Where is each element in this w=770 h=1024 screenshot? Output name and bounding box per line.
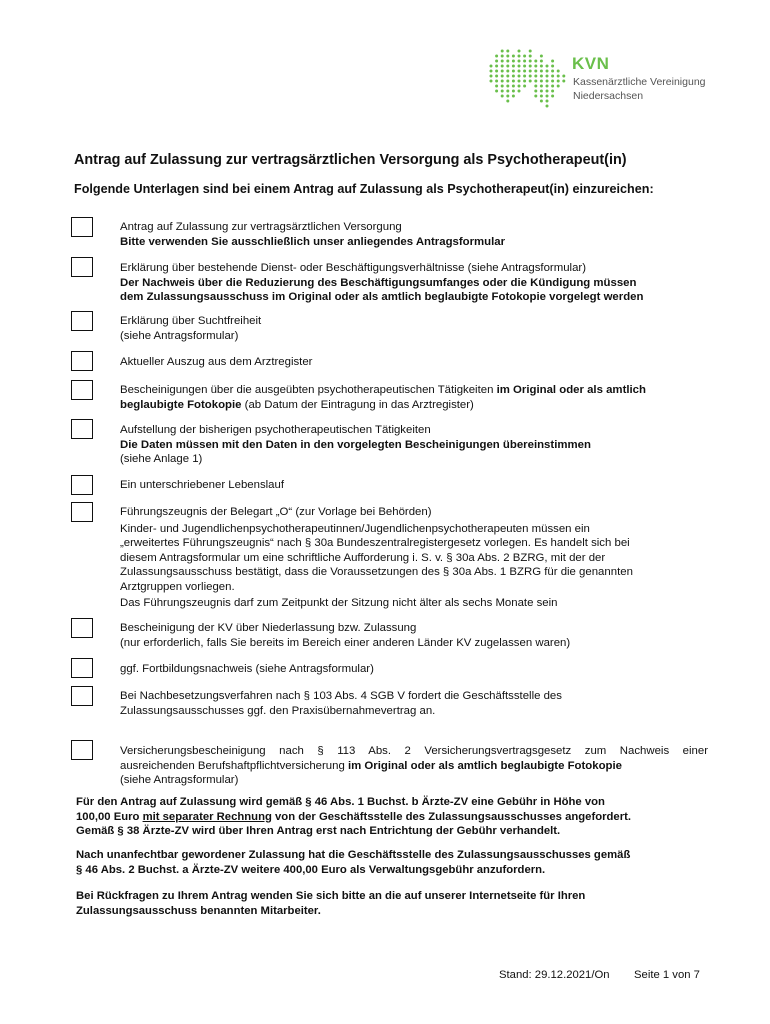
checkbox-fortbildung[interactable]: [71, 658, 93, 678]
item-fortbildung: [120, 662, 708, 677]
checkbox-fuehrungszeugnis[interactable]: [71, 502, 93, 522]
item-antrag-line-1: Antrag auf Zulassung zur vertragsärztlichen Versorgung: [120, 221, 402, 233]
item-antrag: [120, 220, 708, 249]
item-bescheinigungen-bold-1: im Original oder als amtlich: [496, 384, 646, 396]
checkbox-erklaerung-dienst[interactable]: [71, 257, 93, 277]
item-nachbesetzung-line-1: Bei Nachbesetzungsverfahren nach § 103 Abs. 4 SGB V fordert die Geschäftsstelle des: [120, 690, 562, 702]
kvn-logo-mark-icon: [488, 48, 568, 110]
item-bescheinigungen-line-2: [120, 398, 708, 413]
admin-fee-line-2: § 46 Abs. 2 Buchst. a Ärzte-ZV weitere 400,00 Euro als Verwaltungsgebühr anzufordern.: [76, 863, 546, 876]
item-bescheinigungen-line-1: [120, 383, 708, 398]
item-versicherung-line-2: [120, 759, 708, 774]
item-fz-line-7: Das Führungszeugnis darf zum Zeitpunkt der Sitzung nicht älter als sechs Monate sein: [120, 597, 558, 609]
item-fortbildung-line-1: ggf. Fortbildungsnachweis (siehe Antragsformular): [120, 663, 374, 675]
item-versicherung-text-2: ausreichenden Berufshaftpflichtversicherung: [120, 759, 348, 772]
fee-paragraph: [76, 795, 706, 839]
item-bescheinigungen-bold-2: beglaubigte Fotokopie: [120, 398, 242, 411]
logo-org-line-2: Niedersachsen: [573, 90, 644, 102]
footer-stand: Stand: 29.12.2021/On: [499, 969, 610, 981]
checkbox-nachbesetzung[interactable]: [71, 686, 93, 706]
intro-text: Folgende Unterlagen sind bei einem Antrag auf Zulassung als Psychotherapeut(in) einzureichen:: [74, 182, 654, 196]
checkbox-arztregister[interactable]: [71, 351, 93, 371]
fee-line-2-a: 100,00 Euro: [76, 810, 143, 823]
logo-org-line-1: Kassenärztliche Vereinigung: [573, 76, 706, 88]
item-aufstellung-line-3: (siehe Anlage 1): [120, 453, 203, 465]
item-erklaerung-line-2: Der Nachweis über die Reduzierung des Beschäftigungsumfanges oder die Kündigung müssen: [120, 276, 637, 289]
fee-line-2-underline: mit separater Rechnung: [142, 810, 272, 823]
checkbox-antrag[interactable]: [71, 217, 93, 237]
item-arztregister: [120, 355, 708, 370]
item-lebenslauf-line-1: Ein unterschriebener Lebenslauf: [120, 479, 285, 491]
fee-line-3: Gemäß § 38 Ärzte-ZV wird über Ihren Antrag erst nach Entrichtung der Gebühr verhandelt.: [76, 825, 561, 837]
item-kv-line-1: Bescheinigung der KV über Niederlassung bzw. Zulassung: [120, 622, 417, 634]
item-versicherung-line-1: Versicherungsbescheinigung nach § 113 Abs. 2 Versicherungsvertragsgesetz zum Nachweis einer: [120, 745, 708, 757]
item-sucht-line-1: Erklärung über Suchtfreiheit: [120, 315, 262, 327]
checkbox-bescheinigungen[interactable]: [71, 380, 93, 400]
logo-kvn-text: KVN: [572, 54, 610, 73]
item-suchtfreiheit: [120, 314, 708, 343]
footer-page-number: Seite 1 von 7: [634, 969, 700, 981]
item-bescheinigungen-text-1: Bescheinigungen über die ausgeübten psychotherapeutischen Tätigkeiten: [120, 384, 497, 396]
checkbox-suchtfreiheit[interactable]: [71, 311, 93, 331]
item-fz-line-3: „erweitertes Führungszeugnis“ nach § 30a Bundeszentralregistergesetz vorlegen. Es handelt sich bei: [120, 537, 630, 549]
item-fz-line-4: diesem Antragsformular um eine schriftliche Aufforderung i. S. v. § 30a Abs. 2 BZRG, mit der der: [120, 551, 606, 564]
item-antrag-line-2: Bitte verwenden Sie ausschließlich unser anliegendes Antragsformular: [120, 235, 506, 248]
item-nachbesetzung: [120, 689, 708, 718]
contact-line-2: Zulassungsausschuss benannten Mitarbeiter.: [76, 904, 321, 917]
checkbox-aufstellung[interactable]: [71, 419, 93, 439]
fee-line-2: [76, 810, 706, 825]
item-arztregister-line-1: Aktueller Auszug aus dem Arztregister: [120, 356, 313, 368]
item-erklaerung-line-3: dem Zulassungsausschuss im Original oder als amtlich beglaubigte Fotokopie vorgelegt werden: [120, 291, 644, 303]
item-aufstellung-line-2: Die Daten müssen mit den Daten in den vorgelegten Bescheinigungen übereinstimmen: [120, 438, 591, 451]
fee-line-1: Für den Antrag auf Zulassung wird gemäß § 46 Abs. 1 Buchst. b Ärzte-ZV eine Gebühr in Höhe von: [76, 796, 605, 808]
item-versicherung: [120, 744, 708, 788]
item-bescheinigungen: [120, 383, 708, 412]
item-erklaerung-line-1: Erklärung über bestehende Dienst- oder Beschäftigungsverhältnisse (siehe Antragsformular): [120, 262, 587, 274]
item-fuehrungszeugnis: [120, 505, 708, 611]
item-fz-line-6: Arztgruppen vorliegen.: [120, 580, 235, 593]
item-kv-bescheinigung: [120, 621, 708, 650]
item-aufstellung-line-1: Aufstellung der bisherigen psychotherapeutischen Tätigkeiten: [120, 424, 431, 436]
checkbox-kv-bescheinigung[interactable]: [71, 618, 93, 638]
item-versicherung-bold-2: im Original oder als amtlich beglaubigte Fotokopie: [347, 759, 623, 772]
item-bescheinigungen-text-2: (ab Datum der Eintragung in das Arztregister): [241, 398, 474, 411]
contact-paragraph: [76, 889, 706, 918]
checkbox-versicherung[interactable]: [71, 740, 93, 760]
kvn-logo: [488, 48, 718, 112]
item-fz-line-2: Kinder- und Jugendlichenpsychotherapeutinnen/Jugendlichenpsychotherapeuten müssen ein: [120, 522, 590, 535]
item-aufstellung: [120, 423, 708, 467]
item-kv-line-2: (nur erforderlich, falls Sie bereits im Bereich einer anderen Länder KV zugelassen waren): [120, 636, 571, 649]
item-sucht-line-2: (siehe Antragsformular): [120, 329, 239, 342]
document-title: Antrag auf Zulassung zur vertragsärztlichen Versorgung als Psychotherapeut(in): [74, 152, 627, 168]
item-nachbesetzung-line-2: Zulassungsausschusses ggf. den Praxisübernahmevertrag an.: [120, 704, 436, 717]
item-fz-line-5: Zulassungsausschuss bestätigt, dass die Voraussetzungen des § 30a Abs. 1 BZRG für die genannten: [120, 566, 633, 578]
fee-line-2-b: von der Geschäftsstelle des Zulassungsausschusses angefordert.: [271, 810, 632, 823]
checkbox-lebenslauf[interactable]: [71, 475, 93, 495]
item-fz-line-1: Führungszeugnis der Belegart „O“ (zur Vorlage bei Behörden): [120, 506, 432, 518]
item-versicherung-line-3: (siehe Antragsformular): [120, 774, 239, 786]
admin-fee-paragraph: [76, 848, 706, 877]
admin-fee-line-1: Nach unanfechtbar gewordener Zulassung hat die Geschäftsstelle des Zulassungsausschusses gemäß: [76, 849, 631, 861]
item-erklaerung-dienst: [120, 261, 708, 305]
item-lebenslauf: [120, 478, 708, 493]
contact-line-1: Bei Rückfragen zu Ihrem Antrag wenden Sie sich bitte an die auf unserer Internetseite für Ihren: [76, 890, 586, 902]
